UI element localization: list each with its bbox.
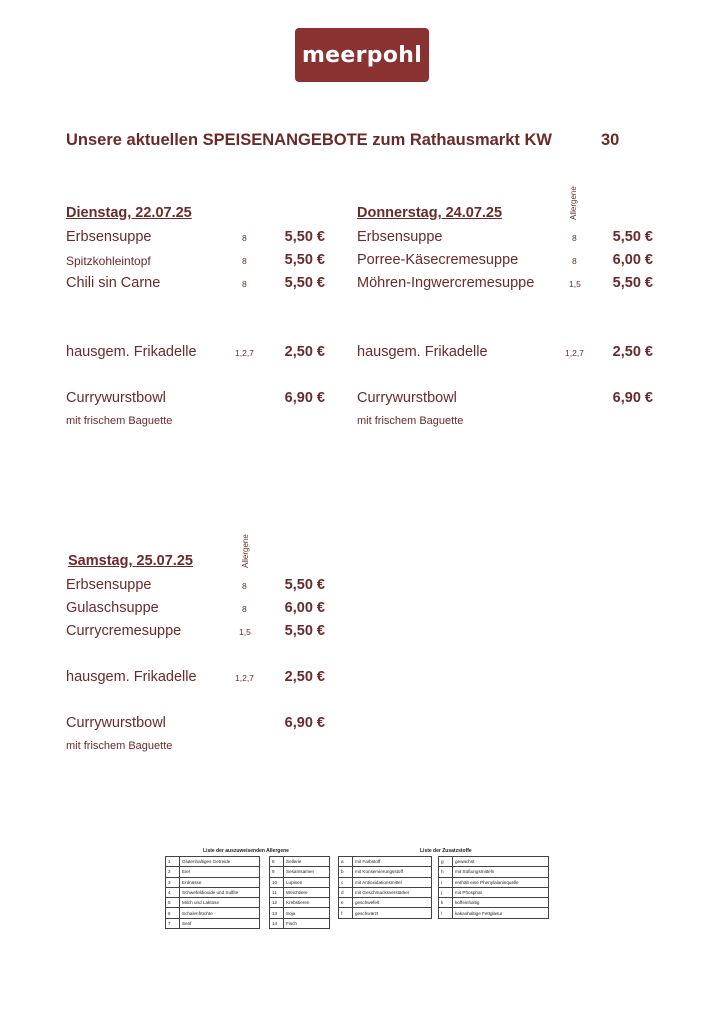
menu-item-allergens: 8 [572, 256, 577, 266]
menu-item-note: mit frischem Baguette [66, 740, 173, 752]
menu-item-allergens: 1,5 [239, 627, 251, 637]
legend-row [166, 898, 260, 908]
menu-item-name: hausgem. Frikadelle [357, 344, 488, 360]
legend-label: Soja [284, 908, 330, 918]
legend-code: h [439, 867, 453, 877]
legend-row [270, 887, 330, 897]
menu-item-price: 6,90 € [284, 390, 325, 406]
legend-code: 3 [166, 877, 180, 887]
legend-code: f [339, 908, 353, 918]
menu-item-allergens: 8 [242, 279, 247, 289]
legend-row [166, 857, 260, 867]
legend-label: mit Konservierungsstoff [353, 867, 432, 877]
legend-label: Senf [180, 918, 260, 928]
legend-row [270, 857, 330, 867]
legend-row [439, 877, 549, 887]
legend-code: 5 [166, 898, 180, 908]
legend-row [339, 857, 432, 867]
legend-code: d [339, 887, 353, 897]
legend-label: mit Geschmacksverstärker [353, 887, 432, 897]
additives-legend-table-left [338, 856, 432, 919]
legend-row [339, 908, 432, 918]
menu-item-price: 5,50 € [612, 229, 653, 245]
allergen-column-label: Allergene [241, 534, 250, 568]
page-title: Unsere aktuellen SPEISENANGEBOTE zum Rathausmarkt KW [66, 131, 552, 149]
legend-code: k [439, 898, 453, 908]
legend-code: i [439, 877, 453, 887]
legend-label: Weichtiere [284, 887, 330, 897]
legend-label: mit Süßungsmitteln [453, 867, 549, 877]
legend-label: Krebstieren [284, 898, 330, 908]
legend-label: mit Farbstoff [353, 857, 432, 867]
menu-item-price: 5,50 € [284, 577, 325, 593]
legend-code: 11 [270, 887, 284, 897]
legend-label: mit Phosphat [453, 887, 549, 897]
brand-logo: meerpohl [295, 28, 429, 82]
legend-label: geschwefelt [353, 898, 432, 908]
legend-code: 4 [166, 887, 180, 897]
menu-item-price: 2,50 € [612, 344, 653, 360]
legend-row [166, 877, 260, 887]
allergen-column-label: Allergene [569, 186, 578, 220]
legend-label: kakaohaltige Fettglasur [453, 908, 549, 918]
menu-item-allergens: 8 [242, 256, 247, 266]
menu-item-name: Möhren-Ingwercremesuppe [357, 275, 535, 291]
day-title-tuesday: Dienstag, 22.07.25 [66, 205, 192, 221]
legend-code: 10 [270, 877, 284, 887]
menu-item-price: 6,90 € [284, 715, 325, 731]
legend-code: 7 [166, 918, 180, 928]
menu-item-name: Currywurstbowl [66, 715, 166, 731]
legend-code: 6 [166, 908, 180, 918]
menu-item-name: Porree-Käsecremesuppe [357, 252, 519, 268]
legend-row [339, 898, 432, 908]
legend-label: Schalenfrüchte [180, 908, 260, 918]
legend-row [270, 867, 330, 877]
menu-item-name: Erbsensuppe [66, 577, 152, 593]
legend-code: j [439, 887, 453, 897]
week-number: 30 [601, 131, 620, 149]
day-title-thursday: Donnerstag, 24.07.25 [357, 205, 503, 221]
legend-row [270, 898, 330, 908]
legend-row [339, 867, 432, 877]
menu-item-name: Erbsensuppe [357, 229, 443, 245]
menu-item-price: 5,50 € [284, 275, 325, 291]
legend-label: Milch und Laktose [180, 898, 260, 908]
legend-code: e [339, 898, 353, 908]
legend-code: c [339, 877, 353, 887]
menu-item-price: 5,50 € [284, 623, 325, 639]
legend-label: koffeinhaltig [453, 898, 549, 908]
legend-code: 9 [270, 867, 284, 877]
additives-legend-title: Liste der Zusatzstoffe [420, 848, 472, 854]
menu-item-name: hausgem. Frikadelle [66, 669, 197, 685]
allergen-legend-title: Liste der auszuweisenden Allergene [203, 848, 289, 854]
legend-code: 13 [270, 908, 284, 918]
legend-row [339, 877, 432, 887]
legend-label: Sesamsamen [284, 867, 330, 877]
legend-code: 12 [270, 898, 284, 908]
menu-item-name: Spitzkohleintopf [66, 254, 151, 268]
legend-row [270, 918, 330, 928]
menu-item-allergens: 1,2,7 [565, 348, 584, 358]
menu-item-price: 6,00 € [612, 252, 653, 268]
menu-item-price: 6,90 € [612, 390, 653, 406]
day-title-saturday: Samstag, 25.07.25 [68, 553, 193, 569]
legend-label: Sellerie [284, 857, 330, 867]
legend-row [439, 898, 549, 908]
menu-item-allergens: 8 [572, 233, 577, 243]
menu-item-name: Gulaschsuppe [66, 600, 159, 616]
menu-item-price: 5,50 € [284, 229, 325, 245]
menu-item-note: mit frischem Baguette [66, 415, 173, 427]
legend-label: Glutenhaltiges Getreide [180, 857, 260, 867]
allergen-legend-table-right [269, 856, 330, 929]
legend-label: Lupinen [284, 877, 330, 887]
menu-item-allergens: 8 [242, 604, 247, 614]
menu-item-name: Chili sin Carne [66, 275, 161, 291]
legend-row [166, 908, 260, 918]
legend-label: Schwefeldioxide und Sulfite [180, 887, 260, 897]
legend-row [439, 908, 549, 918]
legend-label: Fisch [284, 918, 330, 928]
menu-item-allergens: 1,2,7 [235, 673, 254, 683]
legend-row [439, 887, 549, 897]
legend-code: 8 [270, 857, 284, 867]
menu-item-name: Currycremesuppe [66, 623, 182, 639]
legend-row [439, 857, 549, 867]
legend-row [270, 877, 330, 887]
legend-label: Erdnüsse [180, 877, 260, 887]
additives-legend-table-right [438, 856, 549, 919]
legend-code: 2 [166, 867, 180, 877]
allergen-legend-table-left [165, 856, 260, 929]
legend-code: a [339, 857, 353, 867]
menu-item-allergens: 1,5 [569, 279, 581, 289]
legend-code: 1 [166, 857, 180, 867]
menu-item-price: 6,00 € [284, 600, 325, 616]
menu-item-price: 2,50 € [284, 669, 325, 685]
menu-item-name: Currywurstbowl [357, 390, 457, 406]
legend-code: g [439, 857, 453, 867]
legend-row [339, 887, 432, 897]
legend-row [270, 908, 330, 918]
legend-label: gewachst [453, 857, 549, 867]
menu-item-name: hausgem. Frikadelle [66, 344, 197, 360]
legend-label: Eier [180, 867, 260, 877]
legend-code: l [439, 908, 453, 918]
menu-item-note: mit frischem Baguette [357, 415, 464, 427]
legend-code: 14 [270, 918, 284, 928]
legend-row [166, 918, 260, 928]
legend-label: mit Antioxidationsmittel [353, 877, 432, 887]
menu-item-price: 2,50 € [284, 344, 325, 360]
legend-row [166, 887, 260, 897]
menu-item-allergens: 8 [242, 233, 247, 243]
menu-item-price: 5,50 € [612, 275, 653, 291]
legend-label: geschwärzt [353, 908, 432, 918]
menu-item-allergens: 1,2,7 [235, 348, 254, 358]
menu-item-price: 5,50 € [284, 252, 325, 268]
legend-row [439, 867, 549, 877]
legend-row [166, 867, 260, 877]
menu-item-name: Erbsensuppe [66, 229, 152, 245]
legend-label: enthält eine Phenylalaninquelle [453, 877, 549, 887]
menu-item-name: Currywurstbowl [66, 390, 166, 406]
menu-item-allergens: 8 [242, 581, 247, 591]
legend-code: b [339, 867, 353, 877]
